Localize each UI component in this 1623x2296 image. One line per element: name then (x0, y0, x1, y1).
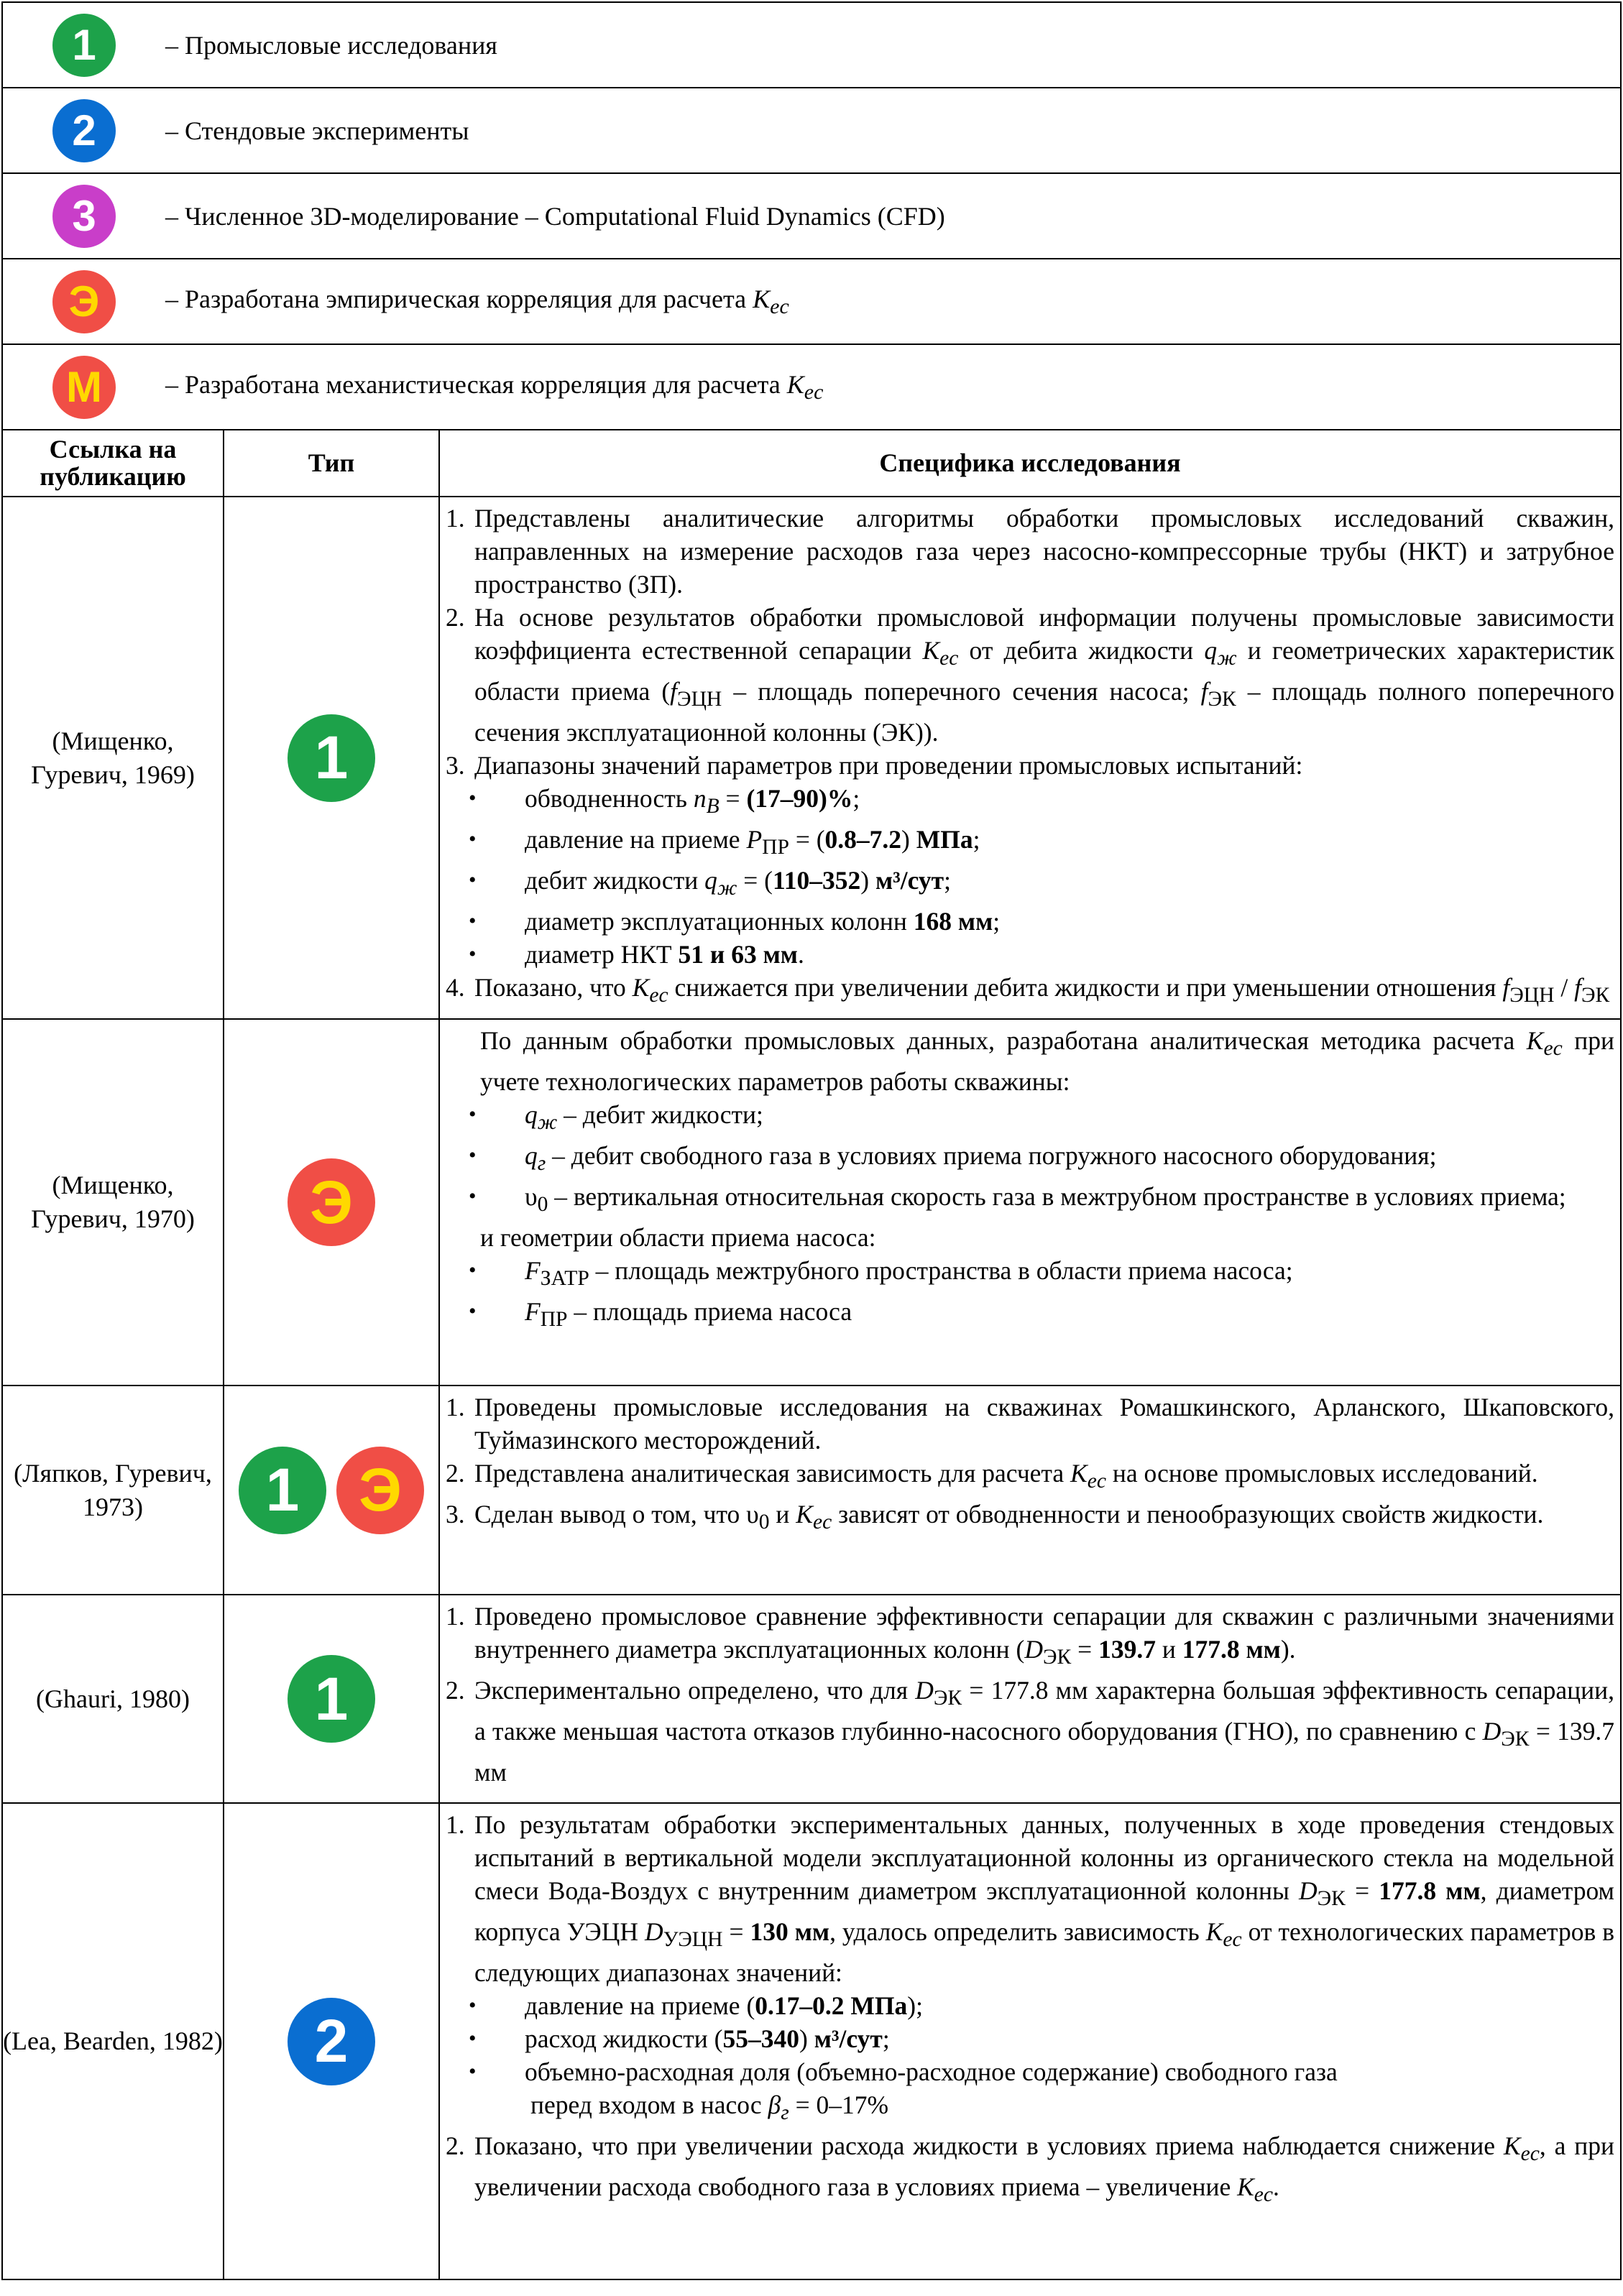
empirical-correlation-icon: Э (336, 1447, 424, 1534)
spec-cell: 1. По результатам обработки экспериментальных данных, полученных в ходе проведения стендовых испытаний в вертикальной модели эксплуатационной колонны из органического стекла на модельной смеси Вода-Воздух с внутренним диаметром эксплуатационной колонны $D_{ЭК} = 177.8$ мм, диаметром корпуса УЭЦН $D_{УЭЦН} = 130$ мм, удалось определить зависимость $K_{ec}$ от технологических параметров в следующих диапазонах значений: • давление на приеме (0.17–0.2 МПа); • расход жидкости (55–340) м³/сут; • объемно-расходная доля (объемно-расходное содержание) свободного газа перед входом в насос $\beta_г = 0-17\%$ 2. Показано, что при увеличении расхода жидкости в условиях приема наблюдается снижение $K_{ec}$, а при увеличении расхода свободного газа в условиях приема – увеличение $K_{ec}$. (439, 1803, 1621, 2279)
spec-cell: По данным обработки промысловых данных, разработана аналитическая методика расчета $K_{ec}$ при учете технологических параметров работы скважины: • $q_ж$ – дебит жидкости; • $q_г$ – дебит свободного газа в условиях приема погружного насосного оборудования; • $\upsilon_0$ – вертикальная относительная скорость газа в межтрубном пространстве в условиях приема; и геометрии области приема насоса: • $F_{ЗАТР}$ – площадь межтрубного пространства в области приема насоса; • $F_{ПР}$ – площадь приема насоса (439, 1019, 1621, 1386)
table-header (2, 430, 1621, 497)
empirical-correlation-icon: Э (288, 1158, 375, 1246)
research-table (1, 1, 1622, 2280)
field-studies-icon: 1 (239, 1447, 326, 1534)
legend-text: – Стендовые эксперименты (165, 116, 469, 145)
cfd-modeling-icon: 3 (52, 185, 116, 248)
header-type: Тип (224, 430, 439, 497)
spec-cell: 1. Представлены аналитические алгоритмы обработки промысловых исследований скважин, направленных на измерение расходов газа через насосно-компрессорные трубы (НКТ) и затрубное пространство (ЗП). 2. На основе результатов обработки промысловой информации получены промысловые зависимости коэффициента естественной сепарации $K_{ec}$ от дебита жидкости $q_ж$ и геометрических характеристик области приема ($f_{ЭЦН}$ – площадь поперечного сечения насоса; $f_{ЭК}$ – площадь полного поперечного сечения эксплуатационной колонны (ЭК)). 3. Диапазоны значений параметров при проведении промысловых испытаний: • обводненность $n_B = (17-90)\%$; • давление на приеме $P_{ПР} = (0.8-7.2)$ МПа; • дебит жидкости $q_ж = (110-352)$ м³/сут; • диаметр эксплуатационных колонн 168 мм; • диаметр НКТ 51 и 63 мм. 4. Показано, что $K_{ec}$ снижается при увеличении дебита жидкости и при уменьшении отношения $f_{ЭЦН} / f_{ЭК}$ (439, 497, 1621, 1019)
type-cell (224, 1386, 439, 1595)
legend-row-5 (2, 344, 1621, 430)
legend-row-1 (2, 2, 1621, 88)
type-cell (224, 1595, 439, 1803)
spec-cell: 1. Проведены промысловые исследования на скважинах Ромашкинского, Арланского, Шкаповского, Туймазинского месторождений. 2. Представлена аналитическая зависимость для расчета $K_{ec}$ на основе промысловых исследований. 3. Сделан вывод о том, что $\upsilon_0$ и $K_{ec}$ зависят от обводненности и пенообразующих свойств жидкости. (439, 1386, 1621, 1595)
publication-ref: (Ghauri, 1980) (2, 1595, 224, 1803)
field-studies-icon: 1 (52, 14, 116, 77)
table-row (2, 1595, 1621, 1803)
empirical-correlation-icon: Э (52, 270, 116, 333)
legend-text: – Разработана эмпирическая корреляция для расчета $K_{ec}$ (165, 284, 789, 319)
publication-ref: (Ляпков, Гуревич, 1973) (2, 1386, 224, 1595)
legend-row-4 (2, 259, 1621, 344)
legend-row-2 (2, 88, 1621, 173)
field-studies-icon: 1 (288, 714, 375, 802)
publication-ref: (Мищенко, Гуревич, 1969) (2, 497, 224, 1019)
publication-ref: (Lea, Bearden, 1982) (2, 1803, 224, 2279)
table-row (2, 1386, 1621, 1595)
type-cell (224, 497, 439, 1019)
header-ref: Ссылка на публикацию (2, 430, 224, 497)
legend-text: – Разработана механистическая корреляция для расчета $K_{ec}$ (165, 369, 824, 405)
type-cell (224, 1019, 439, 1386)
legend-row-3 (2, 173, 1621, 259)
mechanistic-correlation-icon: М (52, 356, 116, 419)
legend-text: – Численное 3D-моделирование – Computational Fluid Dynamics (CFD) (165, 201, 945, 231)
type-cell (224, 1803, 439, 2279)
spec-cell: 1. Проведено промысловое сравнение эффективности сепарации для скважин с различными значениями внутреннего диаметра эксплуатационных колонн ($D_{ЭК} = 139.7$ и 177.8 мм). 2. Экспериментально определено, что для $D_{ЭК} = 177.8$ мм характерна большая эффективность сепарации, а также меньшая частота отказов глубинно-насосного оборудования (ГНО), по сравнению с $D_{ЭК} = 139.7$ мм (439, 1595, 1621, 1803)
legend-text: – Промысловые исследования (165, 30, 497, 60)
bench-experiments-icon: 2 (288, 1998, 375, 2085)
table-row (2, 1803, 1621, 2279)
header-spec: Специфика исследования (439, 430, 1621, 497)
bench-experiments-icon: 2 (52, 99, 116, 162)
field-studies-icon: 1 (288, 1655, 375, 1743)
publication-ref: (Мищенко, Гуревич, 1970) (2, 1019, 224, 1386)
table-row (2, 497, 1621, 1019)
table-row (2, 1019, 1621, 1386)
